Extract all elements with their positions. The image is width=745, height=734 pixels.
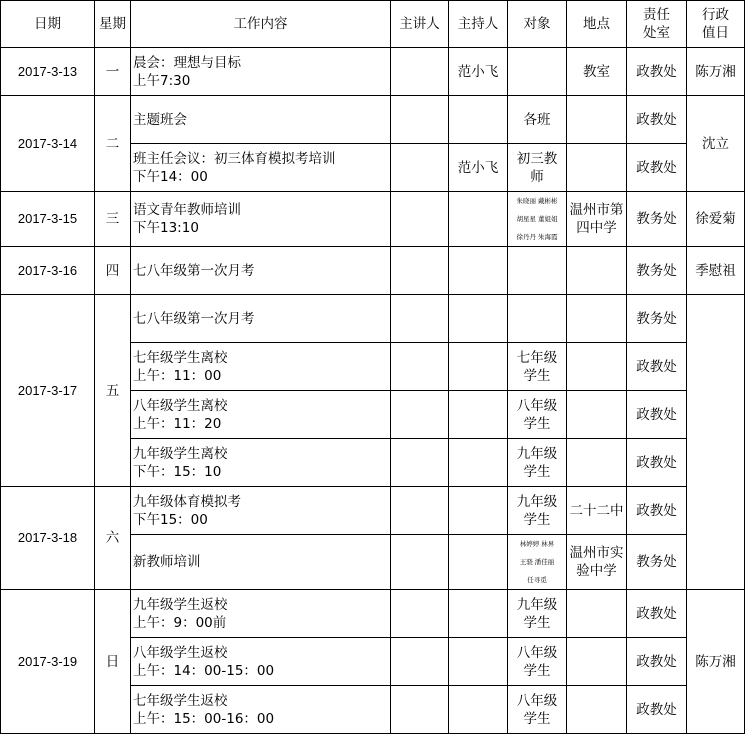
content-title: 晨会：理想与目标: [133, 54, 241, 71]
audience-line2: 学生: [523, 463, 551, 480]
header-location: 地点: [567, 1, 627, 48]
content-title: 九年级学生离校: [133, 445, 228, 462]
audience-cell: [508, 590, 567, 638]
host-cell: [449, 535, 508, 590]
audience-line2: 师: [530, 168, 544, 185]
audience-line2: 学生: [523, 614, 551, 631]
audience-cell: [508, 343, 567, 391]
audience-line2: 学生: [523, 415, 551, 432]
content-cell: [131, 48, 391, 96]
date-cell: 2017-3-17: [1, 295, 95, 487]
speaker-cell: [391, 638, 449, 686]
content-cell: [131, 343, 391, 391]
content-time: 上午：9：00前: [133, 614, 227, 631]
content-cell: [131, 439, 391, 487]
location-cell: 二十二中: [567, 487, 627, 535]
table-row: [1, 295, 745, 343]
dept-cell: 教务处: [627, 295, 687, 343]
audience-line1: 八年级: [516, 692, 558, 709]
dept-cell: 政教处: [627, 343, 687, 391]
content-title: 八年级学生离校: [133, 397, 228, 414]
weekday-cell: 二: [95, 96, 131, 192]
header-dept-line1: 责任: [643, 7, 670, 23]
location-cell: [567, 343, 627, 391]
header-audience: 对象: [508, 1, 567, 48]
content-title: 七八年级第一次月考: [133, 262, 255, 279]
weekday-cell: 四: [95, 247, 131, 295]
speaker-cell: [391, 343, 449, 391]
host-cell: [449, 343, 508, 391]
table-row: [1, 590, 745, 638]
audience-cell: [508, 487, 567, 535]
location-line1: 温州市第: [569, 202, 624, 218]
audience-cell: [508, 535, 567, 590]
host-cell: [449, 247, 508, 295]
weekday-cell: 一: [95, 48, 131, 96]
content-title: 主题班会: [133, 111, 187, 128]
content-time: 上午：11：00: [133, 367, 222, 384]
audience-cell: [508, 686, 567, 734]
speaker-cell: [391, 686, 449, 734]
date-cell: 2017-3-13: [1, 48, 95, 96]
location-cell: [567, 638, 627, 686]
audience-line2: 学生: [523, 710, 551, 727]
speaker-cell: [391, 48, 449, 96]
audience-line1: 七年级: [516, 349, 558, 366]
header-duty-line2: 值日: [702, 25, 729, 41]
content-cell: [131, 96, 391, 144]
content-cell: [131, 535, 391, 590]
audience-line2: 学生: [523, 511, 551, 528]
location-cell: [567, 590, 627, 638]
speaker-cell: [391, 144, 449, 192]
date-cell: 2017-3-15: [1, 192, 95, 247]
dept-cell: 政教处: [627, 391, 687, 439]
dept-cell: 政教处: [627, 590, 687, 638]
host-cell: [449, 192, 508, 247]
content-cell: [131, 295, 391, 343]
speaker-cell: [391, 439, 449, 487]
speaker-cell: [391, 295, 449, 343]
audience-cell: [508, 391, 567, 439]
audience-small-line: 任寻觅: [527, 576, 547, 584]
date-cell: 2017-3-19: [1, 590, 95, 734]
dept-cell: 教务处: [627, 192, 687, 247]
location-cell: [567, 96, 627, 144]
table-row: [1, 192, 745, 247]
dept-cell: 教务处: [627, 247, 687, 295]
header-weekday: 星期: [95, 1, 131, 48]
host-cell: 范小飞: [449, 144, 508, 192]
speaker-cell: [391, 487, 449, 535]
location-cell: [567, 391, 627, 439]
dept-cell: 政教处: [627, 638, 687, 686]
weekday-cell: 五: [95, 295, 131, 487]
audience-cell: [508, 48, 567, 96]
header-speaker: 主讲人: [391, 1, 449, 48]
host-cell: 范小飞: [449, 48, 508, 96]
date-cell: 2017-3-14: [1, 96, 95, 192]
audience-small-line: 胡星星 董姐姐: [516, 215, 558, 223]
audience-small-line: 林婷婷 林昇: [519, 540, 555, 548]
content-cell: [131, 487, 391, 535]
duty-cell: 季慰祖: [687, 247, 745, 295]
location-line2: 四中学: [576, 220, 617, 236]
date-cell: 2017-3-16: [1, 247, 95, 295]
audience-line2: 学生: [523, 367, 551, 384]
header-dept: [627, 1, 687, 48]
location-cell: [567, 295, 627, 343]
location-cell: [567, 247, 627, 295]
content-title: 语文青年教师培训: [133, 202, 241, 218]
content-time: 下午15：00: [133, 511, 208, 528]
content-cell: [131, 391, 391, 439]
content-title: 九年级学生返校: [133, 596, 228, 613]
table-row: [1, 247, 745, 295]
content-title: 新教师培训: [133, 554, 201, 570]
header-dept-line2: 处室: [643, 25, 670, 41]
content-title: 七年级学生返校: [133, 692, 228, 709]
weekday-cell: 六: [95, 487, 131, 590]
header-host: 主持人: [449, 1, 508, 48]
audience-line1: 初三教: [516, 150, 558, 167]
content-time: 下午14：00: [133, 168, 208, 185]
speaker-cell: [391, 391, 449, 439]
audience-cell: [508, 144, 567, 192]
dept-cell: 政教处: [627, 439, 687, 487]
audience-cell: [508, 247, 567, 295]
content-cell: [131, 638, 391, 686]
duty-cell: 徐爱菊: [687, 192, 745, 247]
audience-cell: [508, 638, 567, 686]
audience-small-line: 徐丹丹 朱海霞: [516, 233, 558, 241]
dept-cell: 政教处: [627, 686, 687, 734]
audience-cell: [508, 439, 567, 487]
dept-cell: 政教处: [627, 487, 687, 535]
content-time: 下午13:10: [133, 220, 199, 236]
audience-line1: 八年级: [516, 397, 558, 414]
table-row: [1, 96, 745, 144]
host-cell: [449, 487, 508, 535]
audience-line2: 学生: [523, 662, 551, 679]
content-cell: [131, 686, 391, 734]
content-time: 上午：14：00-15：00: [133, 662, 275, 679]
weekday-cell: 三: [95, 192, 131, 247]
location-cell: [567, 144, 627, 192]
speaker-cell: [391, 535, 449, 590]
speaker-cell: [391, 247, 449, 295]
speaker-cell: [391, 192, 449, 247]
host-cell: [449, 96, 508, 144]
location-cell: 教室: [567, 48, 627, 96]
audience-line1: 九年级: [516, 493, 558, 510]
host-cell: [449, 686, 508, 734]
content-time: 上午7:30: [133, 72, 191, 89]
audience-cell: [508, 295, 567, 343]
audience-small-line: 王骁 潘佳丽: [519, 558, 555, 566]
location-line2: 验中学: [576, 563, 617, 579]
header-row: [1, 1, 745, 48]
location-line1: 温州市实: [569, 545, 624, 561]
host-cell: [449, 391, 508, 439]
date-cell: 2017-3-18: [1, 487, 95, 590]
speaker-cell: [391, 96, 449, 144]
content-cell: [131, 247, 391, 295]
content-title: 八年级学生返校: [133, 644, 228, 661]
duty-cell: 陈万湘: [687, 48, 745, 96]
audience-line1: 八年级: [516, 644, 558, 661]
audience-cell: [508, 192, 567, 247]
header-content: 工作内容: [131, 1, 391, 48]
audience-cell: 各班: [508, 96, 567, 144]
audience-line1: 九年级: [516, 596, 558, 613]
audience-small-line: 朱晓丽 戴彬彬: [516, 197, 558, 205]
content-title: 七八年级第一次月考: [133, 310, 255, 327]
header-duty: [687, 1, 745, 48]
location-cell: [567, 686, 627, 734]
location-cell: [567, 439, 627, 487]
dept-cell: 政教处: [627, 48, 687, 96]
host-cell: [449, 439, 508, 487]
duty-cell: 陈万湘: [687, 590, 745, 734]
speaker-cell: [391, 590, 449, 638]
header-date: 日期: [1, 1, 95, 48]
content-title: 九年级体育模拟考: [133, 493, 241, 510]
table-row: [1, 48, 745, 96]
location-cell: [567, 192, 627, 247]
content-time: 下午：15：10: [133, 463, 222, 480]
host-cell: [449, 295, 508, 343]
content-title: 七年级学生离校: [133, 349, 228, 366]
host-cell: [449, 638, 508, 686]
header-duty-line1: 行政: [702, 7, 729, 23]
content-cell: [131, 192, 391, 247]
audience-line1: 九年级: [516, 445, 558, 462]
dept-cell: 政教处: [627, 144, 687, 192]
content-cell: [131, 590, 391, 638]
dept-cell: 政教处: [627, 96, 687, 144]
content-time: 上午：15：00-16：00: [133, 710, 275, 727]
content-time: 上午：11：20: [133, 415, 222, 432]
content-cell: [131, 144, 391, 192]
weekday-cell: 日: [95, 590, 131, 734]
location-cell: [567, 535, 627, 590]
table-row: [1, 487, 745, 535]
host-cell: [449, 590, 508, 638]
dept-cell: 教务处: [627, 535, 687, 590]
duty-cell: 沈立: [687, 96, 745, 192]
duty-cell: [687, 295, 745, 590]
content-title: 班主任会议：初三体育模拟考培训: [133, 150, 336, 167]
